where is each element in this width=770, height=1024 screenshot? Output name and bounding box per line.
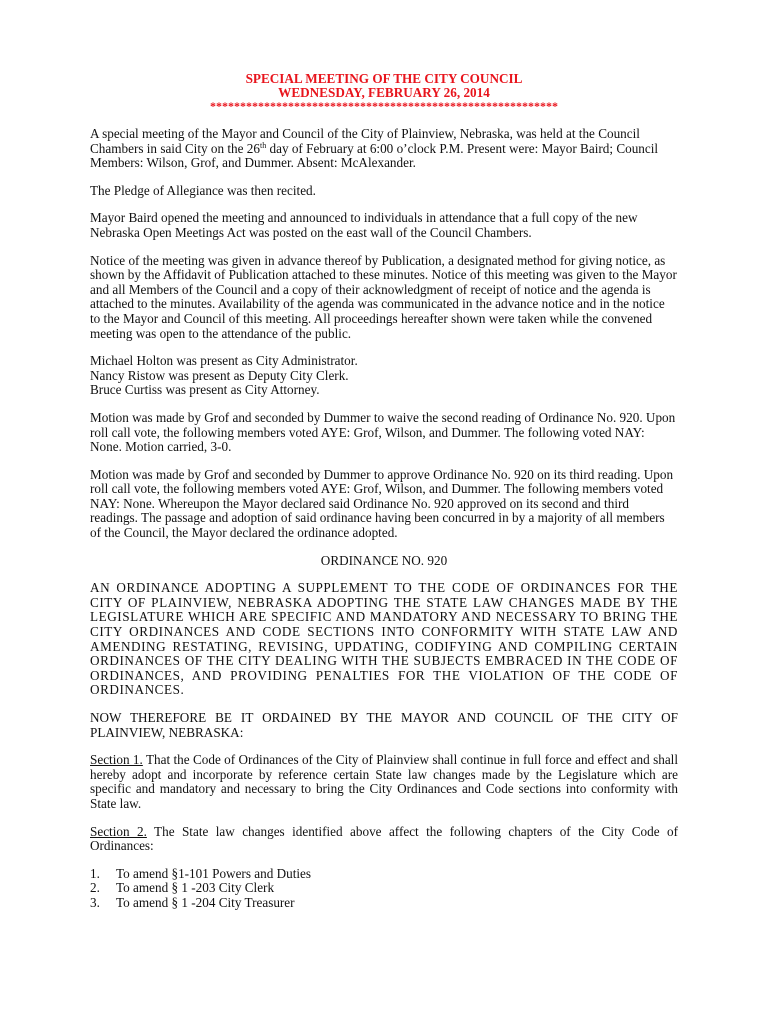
ordinance-body: AN ORDINANCE ADOPTING A SUPPLEMENT TO THE CODE OF ORDINANCES FOR THE CITY OF PLAINVIEW, NEBRASKA ADOPTING THE STATE LAW CHANGES MADE BY THE LEGISLATURE WHICH ARE SPECIFIC AND MANDATORY AND NECESSARY TO BRING THE CITY ORDINANCES AND CODE SECTIONS INTO CONFORMITY WITH STATE LAW AND AMENDING RESTATING, REVISING, UPDATING, CODIFYING AND COMPILING CERTAIN ORDINANCES OF THE CITY DEALING WITH THE SUBJECTS EMBRACED IN THE CODE OF ORDINANCES, AND PROVIDING PENALTIES FOR THE VIOLATION OF THE CODE OF ORDINANCES. (90, 580, 678, 698)
ordinance-title: ORDINANCE NO. 920 (320, 552, 448, 568)
present-line: Bruce Curtiss was present as City Attorney. (90, 382, 320, 398)
section-2-text: The State law changes identified above affect the following chapters of the City Code of Ordinances: (90, 823, 679, 854)
header-rule: ********************************************************** (210, 100, 558, 112)
intro-superscript: th (259, 140, 267, 150)
meeting-title: SPECIAL MEETING OF THE CITY COUNCIL (245, 71, 523, 86)
ordained-clause: NOW THEREFORE BE IT ORDAINED BY THE MAYOR AND COUNCIL OF THE CITY OF PLAINVIEW, NEBRASKA: (90, 710, 678, 740)
list-item (90, 881, 678, 896)
section-1 (90, 753, 678, 811)
section-1-text: That the Code of Ordinances of the City of Plainview shall continue in full force and effect and shall hereby adopt and incorporate by reference certain State law changes made by the Legislature which are specific and mandatory and necessary to bring the City Ordinances and Code sections into conformity with State law. (90, 752, 679, 811)
pledge-paragraph: The Pledge of Allegiance was then recited. (90, 182, 316, 198)
notice-paragraph: Notice of the meeting was given in advance thereof by Publication, a designated method for giving notice, as shown by the Affidavit of Publication attached to these minutes. Notice of this meeting was given to the Mayor and all Members of the Council and a copy of their acknowledgment of receipt of notice and the agenda is attached to the minutes. Availability of the agenda was communicated in the advance notice and in the notice to the Mayor and Council of this meeting. All proceedings hereafter shown were taken while the convened meeting was open to the attendance of the public. (90, 252, 677, 341)
present-officials (90, 354, 678, 398)
list-item-text: To amend § 1 -204 City Treasurer (116, 894, 295, 910)
motion-waive-reading: Motion was made by Grof and seconded by Dummer to waive the second reading of Ordinance No. 920. Upon roll call vote, the following members voted AYE: Grof, Wilson, and Dummer. The following voted NAY: None. Motion carried, 3-0. (90, 409, 676, 455)
list-item-text: To amend §1-101 Powers and Duties (116, 865, 312, 881)
list-item (90, 867, 678, 882)
intro-text-1: A special meeting of the Mayor and Council of the City of Plainview, Nebraska, was held at the Council Chambers in said City on the 26 (90, 126, 640, 156)
document-page (90, 72, 678, 911)
list-item (90, 896, 678, 911)
intro-text-2: day of February at 6:00 o’clock P.M. Present were: Mayor Baird; Council Members: Wilson, Grof, and Dummer. Absent: McAlexander. (90, 140, 659, 171)
list-item-number: 2. (90, 880, 100, 896)
present-line: Nancy Ristow was present as Deputy City Clerk. (90, 367, 349, 383)
present-line: Michael Holton was present as City Administrator. (90, 353, 358, 369)
motion-approve-ordinance: Motion was made by Grof and seconded by Dummer to approve Ordinance No. 920 on its third reading. Upon roll call vote, the following members voted AYE: Grof, Wilson, and Dummer. The following members voted NAY: None. Whereupon the Mayor declared said Ordinance No. 920 approved on its second and third readings. The passage and adoption of said ordinance having been concurred in by a majority of all members of the Council, the Mayor declared the ordinance adopted. (90, 466, 674, 541)
section-2 (90, 825, 678, 854)
meeting-date: WEDNESDAY, FEBRUARY 26, 2014 (278, 85, 490, 100)
section-2-label: Section 2. (90, 823, 147, 839)
opening-paragraph: Mayor Baird opened the meeting and announced to individuals in attendance that a full copy of the new Nebraska Open Meetings Act was posted on the east wall of the Council Chambers. (90, 210, 638, 240)
section-1-label: Section 1. (90, 752, 143, 768)
intro-paragraph (90, 127, 678, 171)
document-header (90, 72, 678, 112)
list-item-number: 1. (90, 865, 100, 881)
list-item-number: 3. (90, 894, 100, 910)
list-item-text: To amend § 1 -203 City Clerk (116, 880, 275, 896)
amendment-list (90, 867, 678, 911)
